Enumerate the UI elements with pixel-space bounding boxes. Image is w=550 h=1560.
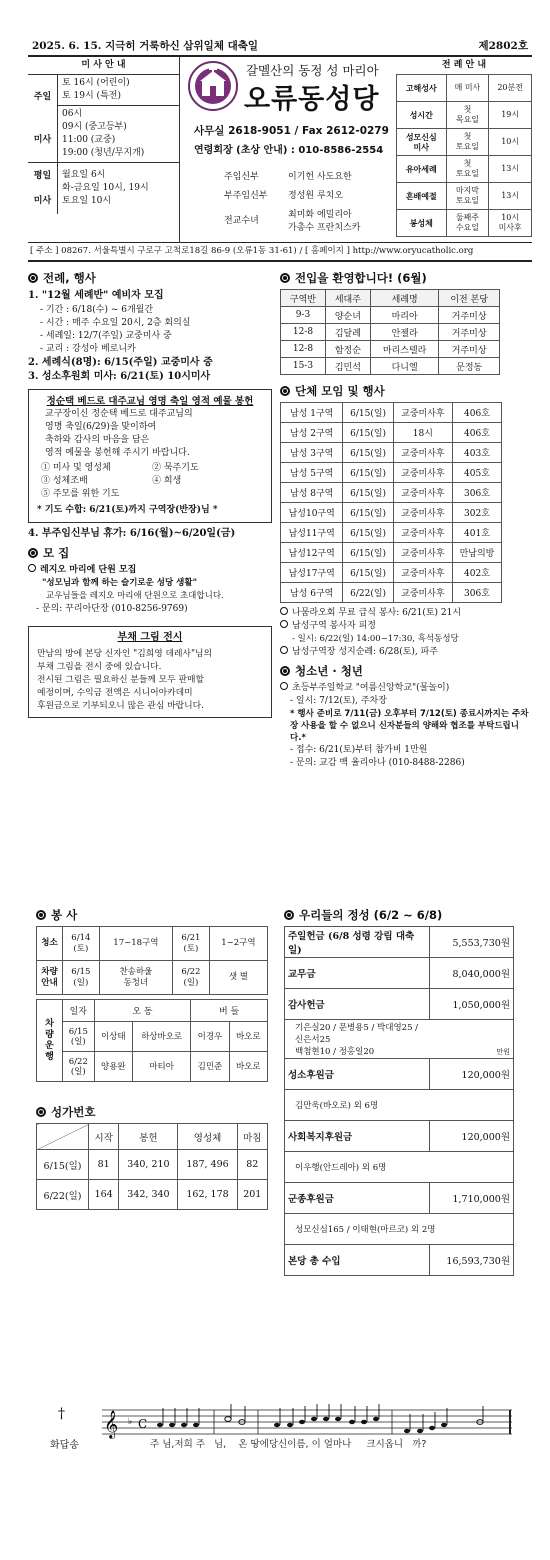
hymns-cell: 81	[89, 1150, 119, 1180]
youth-contact: - 문의: 교감 백 율리아나 (010-8488-2286)	[290, 758, 465, 768]
offering-amount: 120,000원	[430, 1059, 514, 1090]
service-section	[36, 903, 268, 1210]
hymns-cell: 187, 496	[178, 1150, 237, 1180]
bulletin-page-1	[28, 38, 532, 802]
table-row	[281, 463, 502, 483]
service-cell: 6/21 (토)	[173, 927, 210, 961]
staff-name-3: 최미화 에밀리아 가총수 프란치스카	[288, 210, 361, 233]
group-cell: 402호	[452, 563, 501, 583]
liturgy-cell: 19시	[489, 102, 532, 129]
group-cell: 남성 6구역	[281, 583, 343, 603]
car-label: 차 량 운 행	[37, 1000, 63, 1082]
table-row	[285, 958, 514, 989]
car-cell: 6/15 (일)	[63, 1022, 95, 1052]
top-info-block	[28, 57, 532, 243]
offering-amount: 1,710,000원	[430, 1183, 514, 1214]
newcomers-cell: 함정순	[325, 341, 370, 358]
offering-amount: 만원	[430, 1020, 514, 1059]
group-cell: 18시	[393, 423, 452, 443]
car-header: 오 동	[94, 1000, 191, 1022]
offering-label: 성모신심165 / 이태현(마르코) 외 2명	[285, 1214, 514, 1245]
hymns-cell: 164	[89, 1180, 119, 1210]
table-row	[285, 1214, 514, 1245]
bouquet-title: 정순택 베드로 대주교님 영명 축일 영적 예물 봉헌	[46, 395, 254, 407]
groups-table	[280, 402, 502, 603]
group-cell: 6/15(일)	[343, 423, 393, 443]
staff-role-1: 주임신부	[224, 172, 259, 182]
car-header: 일자	[63, 1000, 95, 1022]
car-cell: 마티아	[132, 1052, 190, 1082]
table-row	[37, 927, 268, 961]
event-item-1-line-2: - 시간 : 매주 수요일 20시, 2층 회의실	[40, 317, 191, 328]
sat-mass-1: 토 16시 (어린이)	[62, 78, 130, 88]
sun-mass-1: 06시	[62, 109, 83, 119]
liturgy-cell: 첫 토요일	[446, 129, 489, 156]
hymns-cell: 340, 210	[119, 1150, 178, 1180]
youth-notice: * 행사 준비로 7/11(금) 오후부터 7/12(토) 종료시까지는 주차장 사용을 할 수 없으니 신자분들의 양해와 협조를 부탁드립니다.*	[290, 709, 529, 743]
bouquet-line-3: 축하와 감사의 마음을 담은	[45, 434, 150, 445]
soup-kitchen-item: 나뭄라오회 무료 급식 봉사: 6/21(토) 21시	[292, 608, 462, 618]
weekday-mass-3: 토요일 10시	[62, 196, 112, 206]
youth-title: 청소년 · 청년	[295, 664, 363, 678]
group-cell: 남성 2구역	[281, 423, 343, 443]
liturgy-cell: 10시	[489, 129, 532, 156]
table-row	[37, 1150, 268, 1180]
table-row	[37, 1022, 268, 1052]
group-cell: 교중미사후	[393, 443, 452, 463]
liturgy-row	[397, 102, 532, 129]
liturgy-cell: 유아세례	[397, 156, 447, 183]
offering-label: 이우행(안드레아) 외 6명	[285, 1152, 514, 1183]
header-date-line: 2025. 6. 15. 지극히 거룩하신 삼위일체 대축일	[32, 40, 259, 52]
office-phone: 사무실 2618-9051 / Fax 2612-0279	[194, 125, 389, 137]
bouquet-line-2: 영명 축일(6/29)을 맞이하여	[45, 421, 157, 432]
men-area-retreat-detail: - 일시: 6/22(일) 14:00~17:30, 흑석동성당	[292, 634, 459, 644]
offering-label: 군종후원금	[285, 1183, 430, 1214]
cross-icon: †	[58, 1406, 65, 1422]
liturgy-cell: 첫 토요일	[446, 156, 489, 183]
group-cell: 만남의방	[452, 543, 501, 563]
table-row	[281, 503, 502, 523]
recruit-line: 교우님들을 레지오 마리애 단원으로 초대합니다.	[46, 591, 224, 601]
table-row	[285, 1020, 514, 1059]
men-area-retreat-item: 남성구역 봉사자 피정	[292, 621, 376, 631]
exhibit-line-3: 전시된 그림은 필요하신 분들께 모두 판매할	[37, 675, 204, 685]
youth-item: 초등부주일학교 "여름신앙학교"(물놀이)	[292, 683, 450, 693]
newcomers-title: 전입을 환영합니다! (6월)	[295, 271, 427, 285]
newcomers-table	[280, 289, 500, 375]
sun-mass-3: 11:00 (교중)	[62, 135, 116, 145]
offering-label: 본당 총 수입	[285, 1245, 430, 1276]
group-cell: 6/15(일)	[343, 443, 393, 463]
exhibit-title: 부채 그림 전시	[117, 632, 183, 643]
newcomers-cell: 김달례	[325, 324, 370, 341]
hymns-cell: 201	[237, 1180, 267, 1210]
liturgy-cell: 20분전	[489, 75, 532, 102]
liturgy-cell: 13시	[489, 183, 532, 210]
right-column	[280, 266, 532, 770]
table-row	[285, 1121, 514, 1152]
parish-name: 오류동성당	[244, 84, 380, 115]
svg-text:C: C	[138, 1417, 148, 1431]
car-cell: 김민준	[191, 1052, 229, 1082]
group-cell: 남성11구역	[281, 523, 343, 543]
newcomers-cell: 마리스텔라	[370, 341, 439, 358]
group-cell: 403호	[452, 443, 501, 463]
car-cell: 6/22 (일)	[63, 1052, 95, 1082]
table-row	[281, 403, 502, 423]
service-cell: 6/14 (토)	[63, 927, 100, 961]
hymns-cell: 82	[237, 1150, 267, 1180]
event-item-4: 4. 부주임신부님 휴가: 6/16(월)~6/20일(금)	[28, 527, 236, 539]
group-cell: 남성 1구역	[281, 403, 343, 423]
table-row	[281, 423, 502, 443]
liturgy-cell: 성모신심 미사	[397, 129, 447, 156]
bouquet-option-1: ① 미사 및 영성체	[41, 462, 111, 473]
recruit-quote: "성모님과 함께 하는 슬기로운 성당 생활"	[42, 578, 198, 588]
offering-label: 감사헌금	[285, 989, 430, 1020]
bouquet-line-1: 교구장이신 정순택 베드로 대주교님의	[45, 408, 193, 419]
group-cell: 6/15(일)	[343, 543, 393, 563]
table-row	[37, 1180, 268, 1210]
table-row	[37, 1052, 268, 1082]
hymns-cell: 162, 178	[178, 1180, 237, 1210]
staff-role-2: 부주임신부	[224, 191, 268, 201]
liturgy-cell: 마지막 토요일	[446, 183, 489, 210]
newcomers-cell: 15-3	[281, 358, 326, 375]
car-cell: 이경우	[191, 1022, 229, 1052]
table-row	[285, 1090, 514, 1121]
weekday-mass-2: 화-금요일 10시, 19시	[62, 183, 149, 193]
bouquet-line-4: 영적 예물을 봉헌해 주시기 바랍니다.	[45, 447, 190, 458]
sat-mass-2: 토 19시 (특전)	[62, 91, 121, 101]
newcomers-cell: 양순녀	[325, 307, 370, 324]
hymns-corner	[37, 1124, 89, 1150]
staff-name-1: 이기헌 사도요한	[288, 172, 352, 182]
bouquet-option-5: ⑤ 주모를 위한 기도	[41, 488, 120, 499]
group-cell: 405호	[452, 463, 501, 483]
liturgy-row	[397, 210, 532, 237]
group-cell: 6/22(일)	[343, 583, 393, 603]
weekday-label: 평일	[33, 170, 52, 181]
staff-name-2: 정성원 루치오	[288, 191, 344, 201]
sun-mass-4: 19:00 (청년/무지개)	[62, 148, 145, 158]
table-row	[281, 307, 500, 324]
bouquet-option-3: ③ 성체조배	[41, 475, 88, 486]
offering-label: 기은실20 / 문병용5 / 박대영25 / 신은서25 백첨현10 / 정홍일20	[285, 1020, 430, 1059]
service-cell: 6/22 (일)	[173, 961, 210, 995]
recruit-title: 모 집	[43, 546, 70, 560]
hymns-header: 마침	[237, 1124, 267, 1150]
weekday-mass-label: 미사	[33, 195, 52, 206]
car-schedule-table	[36, 999, 268, 1082]
liturgy-cell: 고해성사	[397, 75, 447, 102]
hymns-header: 영성체	[178, 1124, 237, 1150]
liturgy-schedule	[396, 57, 532, 237]
exhibit-line-1: 만남의 방에 본당 신자인 "김희영 데레사"님의	[37, 649, 213, 659]
newcomers-cell: 거주미상	[439, 341, 500, 358]
parish-identity	[184, 61, 394, 243]
liturgy-table	[396, 74, 532, 237]
group-cell: 남성 5구역	[281, 463, 343, 483]
psalm-lyrics: 주 님,저희 주 님, 온 땅에당신이름, 이 얼마나 크시옵니 까?	[150, 1439, 427, 1450]
group-cell: 교중미사후	[393, 563, 452, 583]
address-line: [ 주소 ] 08267. 서울특별시 구로구 고척로18길 86-9 (오류1동 31-61) / [ 홈페이지 ] http://www.oryucatholic.org	[28, 243, 532, 262]
recruit-item: 레지오 마리에 단원 모집	[40, 565, 137, 575]
hymns-cell: 6/22(일)	[37, 1180, 89, 1210]
service-cell: 1~2구역	[209, 927, 267, 961]
table-row	[285, 1152, 514, 1183]
group-cell: 302호	[452, 503, 501, 523]
offerings-table	[284, 926, 514, 1276]
group-cell: 306호	[452, 583, 501, 603]
liturgy-cell: 10시 미사후	[489, 210, 532, 237]
bouquet-note: * 기도 수합: 6/21(토)까지 구역장(반장)님 *	[37, 504, 218, 515]
group-cell: 6/15(일)	[343, 563, 393, 583]
table-row	[285, 1245, 514, 1276]
group-cell: 남성 3구역	[281, 443, 343, 463]
group-cell: 교중미사후	[393, 483, 452, 503]
offerings-title: 우리들의 정성 (6/2 ~ 6/8)	[299, 908, 443, 922]
table-row	[285, 1059, 514, 1090]
liturgy-cell: 매 미사	[446, 75, 489, 102]
table-row	[281, 324, 500, 341]
liturgy-cell: 13시	[489, 156, 532, 183]
newcomers-cell: 김민석	[325, 358, 370, 375]
offering-amount: 16,593,730원	[430, 1245, 514, 1276]
mass-schedule-title: 미 사 안 내	[28, 57, 179, 75]
offering-label: 김만욱(바오로) 외 6명	[285, 1090, 514, 1121]
group-cell: 남성17구역	[281, 563, 343, 583]
service-cell: 6/15 (일)	[63, 961, 100, 995]
recruit-contact: - 문의: 꾸리아단장 (010-8256-9769)	[36, 604, 188, 614]
newcomers-header: 세대주	[325, 290, 370, 307]
newcomers-cell: 다니엘	[370, 358, 439, 375]
group-cell: 6/15(일)	[343, 463, 393, 483]
mass-schedule	[28, 57, 180, 243]
group-cell: 6/15(일)	[343, 403, 393, 423]
hymns-table	[36, 1123, 268, 1210]
event-item-1-line-4: - 교리 : 강성아 베로니카	[40, 343, 136, 354]
newcomers-cell: 거주미상	[439, 324, 500, 341]
service-table	[36, 926, 268, 995]
newcomers-header: 세례명	[370, 290, 439, 307]
newcomers-cell: 마리아	[370, 307, 439, 324]
group-cell: 남성 8구역	[281, 483, 343, 503]
table-row	[37, 961, 268, 995]
table-row	[281, 523, 502, 543]
svg-text:♭: ♭	[128, 1417, 133, 1427]
responsorial-psalm	[50, 1400, 520, 1460]
car-cell: 하상바오로	[132, 1022, 190, 1052]
group-cell: 교중미사후	[393, 403, 452, 423]
pilgrimage-item: 남성구역장 성지순례: 6/28(토), 파주	[292, 647, 439, 657]
event-item-1-line-1: - 기간 : 6/18(수) ~ 6개월간	[40, 304, 154, 315]
hymns-header: 시작	[89, 1124, 119, 1150]
liturgy-row	[397, 129, 532, 156]
car-cell: 바오로	[229, 1022, 267, 1052]
service-cell: 차량 안내	[37, 961, 63, 995]
liturgy-cell: 첫 목요일	[446, 102, 489, 129]
exhibit-line-4: 예정이며, 수익금 전액은 시니어아카데미	[37, 688, 193, 698]
newcomers-cell: 12-8	[281, 324, 326, 341]
bouquet-option-4: ④ 희생	[152, 475, 182, 486]
service-cell: 샛 별	[209, 961, 267, 995]
group-cell: 남성10구역	[281, 503, 343, 523]
liturgy-events-title: 전례, 행사	[43, 271, 96, 285]
table-row	[285, 989, 514, 1020]
newcomers-cell: 문정동	[439, 358, 500, 375]
group-cell: 남성12구역	[281, 543, 343, 563]
parish-subtitle: 갈멜산의 동정 성 마리아	[246, 63, 379, 78]
group-cell: 교중미사후	[393, 463, 452, 483]
group-cell: 6/15(일)	[343, 523, 393, 543]
car-cell: 양용완	[94, 1052, 132, 1082]
table-row	[281, 341, 500, 358]
car-cell: 이상태	[94, 1022, 132, 1052]
offering-label: 성소후원금	[285, 1059, 430, 1090]
liturgy-cell: 둘째주 수요일	[446, 210, 489, 237]
offering-label: 교무금	[285, 958, 430, 989]
group-cell: 교중미사후	[393, 523, 452, 543]
event-item-3: 3. 성소후원회 미사: 6/21(토) 10시미사	[28, 371, 211, 382]
offering-amount: 1,050,000원	[430, 989, 514, 1020]
sun-mass-2: 09시 (중고등부)	[62, 122, 127, 132]
car-header: 버 들	[191, 1000, 268, 1022]
group-cell: 406호	[452, 403, 501, 423]
bouquet-option-2: ② 묵주기도	[152, 462, 199, 473]
svg-text:𝄞: 𝄞	[104, 1410, 119, 1438]
staff-role-3: 전교수녀	[224, 216, 259, 226]
service-cell: 17~18구역	[99, 927, 172, 961]
issue-number: 제2802호	[478, 40, 528, 52]
group-cell: 교중미사후	[393, 503, 452, 523]
table-row	[285, 927, 514, 958]
newcomers-header: 구역반	[281, 290, 326, 307]
group-cell: 6/15(일)	[343, 483, 393, 503]
mass-label: 미사	[33, 134, 52, 145]
offering-label: 사회복지후원금	[285, 1121, 430, 1152]
liturgy-cell: 혼배예절	[397, 183, 447, 210]
newcomers-cell: 거주미상	[439, 307, 500, 324]
group-cell: 교중미사후	[393, 583, 452, 603]
youth-fee: - 접수: 6/21(토)부터 참가비 1만원	[290, 745, 428, 755]
group-cell: 교중미사후	[393, 543, 452, 563]
hymns-cell: 342, 340	[119, 1180, 178, 1210]
liturgy-row	[397, 183, 532, 210]
group-cell: 401호	[452, 523, 501, 543]
bulletin-header	[28, 38, 532, 57]
exhibit-line-2: 부채 그림을 전시 중에 있습니다.	[37, 662, 162, 672]
table-row	[281, 583, 502, 603]
sunday-label: 주일	[33, 91, 52, 102]
offering-label: 주일헌금 (6/8 성령 강림 대축일)	[285, 927, 430, 958]
newcomers-header: 이전 본당	[439, 290, 500, 307]
table-row	[281, 483, 502, 503]
liturgy-cell: 성시간	[397, 102, 447, 129]
psalm-label: 화답송	[50, 1440, 79, 1451]
table-row	[281, 443, 502, 463]
group-cell: 406호	[452, 423, 501, 443]
service-title: 봉 사	[51, 908, 78, 922]
spiritual-bouquet-box	[28, 389, 272, 523]
offering-amount: 120,000원	[430, 1121, 514, 1152]
service-cell: 찬송하울 동청녀	[99, 961, 172, 995]
hymns-header: 봉헌	[119, 1124, 178, 1150]
group-cell: 306호	[452, 483, 501, 503]
table-row	[281, 563, 502, 583]
weekday-mass-1: 월요일 6시	[62, 170, 106, 180]
table-row	[281, 543, 502, 563]
service-cell: 청소	[37, 927, 63, 961]
event-item-1: 1. "12월 세례반" 예비자 모집	[28, 290, 164, 301]
offering-amount: 5,553,730원	[430, 927, 514, 958]
table-row	[281, 358, 500, 375]
offering-amount: 8,040,000원	[430, 958, 514, 989]
council-phone: 연령회장 (초상 안내) : 010-8586-2554	[194, 145, 384, 156]
fan-exhibit-box	[28, 626, 272, 718]
newcomers-cell: 안젤라	[370, 324, 439, 341]
exhibit-line-5: 후원금으로 기부되오니 많은 관심 바랍니다.	[37, 701, 204, 711]
car-cell: 바오로	[229, 1052, 267, 1082]
event-item-2: 2. 세례식(8명): 6/15(주일) 교중미사 중	[28, 356, 213, 368]
newcomers-cell: 9-3	[281, 307, 326, 324]
liturgy-cell: 봉성체	[397, 210, 447, 237]
left-column	[28, 266, 272, 718]
hymns-cell: 6/15(일)	[37, 1150, 89, 1180]
liturgy-row	[397, 75, 532, 102]
offerings-section	[284, 903, 514, 1276]
liturgy-schedule-title: 전 례 안 내	[441, 60, 487, 70]
liturgy-row	[397, 156, 532, 183]
event-item-1-line-3: - 세례일: 12/7(주일) 교중미사 중	[40, 330, 172, 341]
groups-title: 단체 모임 및 행사	[295, 384, 385, 398]
parish-logo-icon	[188, 61, 238, 111]
youth-date: - 일시: 7/12(토), 주차장	[290, 696, 387, 706]
newcomers-cell: 12-8	[281, 341, 326, 358]
hymns-title: 성가번호	[51, 1105, 96, 1119]
table-row	[285, 1183, 514, 1214]
group-cell: 6/15(일)	[343, 503, 393, 523]
